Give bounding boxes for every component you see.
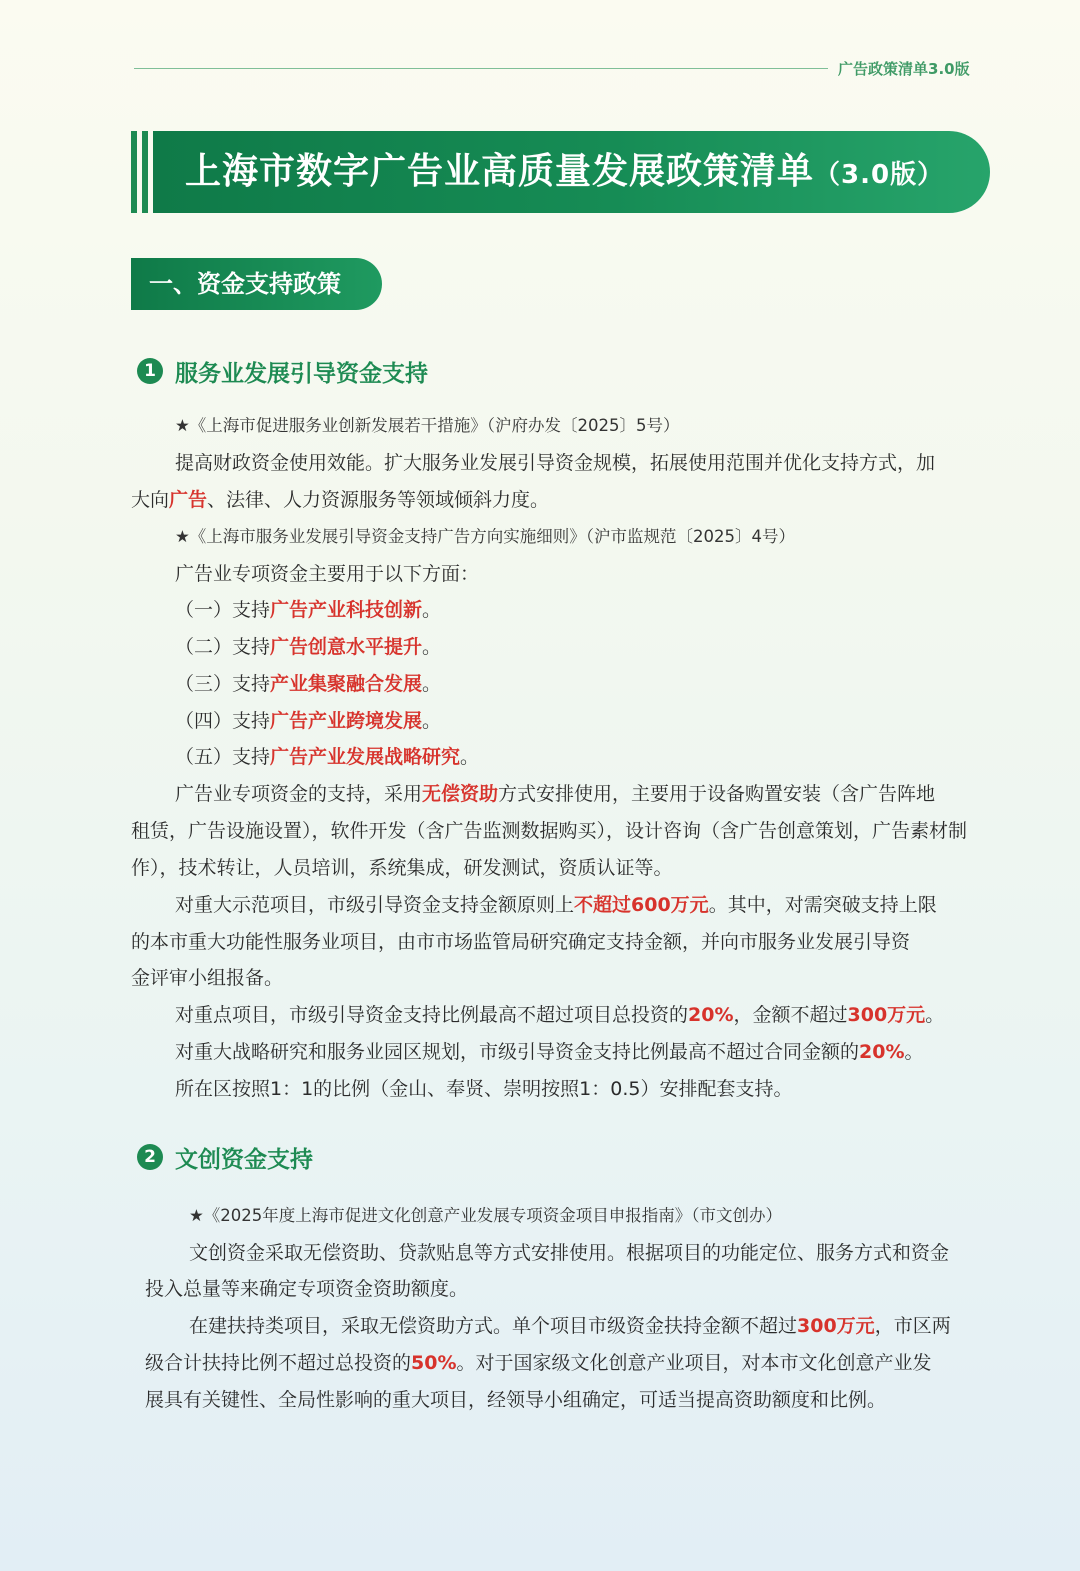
paragraph-line: 大向广告、法律、人力资源服务等领域倾斜力度。 — [131, 489, 550, 511]
number-badge: 1 — [137, 358, 163, 384]
policy-reference: ★《2025年度上海市促进文化创意产业发展专项资金项目申报指南》（市文创办） — [189, 1206, 783, 1225]
highlight-text: 广告 — [169, 489, 208, 511]
subsection-title: 服务业发展引导资金支持 — [175, 360, 428, 387]
list-item: （一）支持广告产业科技创新。 — [175, 599, 442, 621]
highlight-text: 50% — [411, 1352, 457, 1374]
paragraph-line: 作），技术转让，人员培训，系统集成，研发测试，资质认证等。 — [131, 857, 673, 879]
subsection-heading-1 — [137, 355, 428, 387]
paragraph-line: 金评审小组报备。 — [131, 967, 284, 989]
highlight-text: 300万元 — [797, 1315, 875, 1337]
paragraph-line: 广告业专项资金的支持，采用无偿资助方式安排使用，主要用于设备购置安装（含广告阵地 — [175, 783, 936, 805]
list-item: （三）支持产业集聚融合发展。 — [175, 673, 442, 695]
header-divider — [134, 68, 828, 69]
paragraph-line: 提高财政资金使用效能。扩大服务业发展引导资金规模，拓展使用范围并优化支持方式，加 — [175, 452, 936, 474]
page-title-version: （3.0版） — [814, 160, 945, 190]
highlight-text: 300万元 — [847, 1004, 926, 1026]
paragraph-line: 对重点项目，市级引导资金支持比例最高不超过项目总投资的20%，金额不超过300万元。 — [175, 1004, 945, 1026]
highlight-text: 20% — [859, 1041, 905, 1063]
paragraph-line: 租赁，广告设施设置），软件开发（含广告监测数据购买），设计咨询（含广告创意策划，广告素材制 — [131, 820, 968, 842]
paragraph-line: 对重大战略研究和服务业园区规划，市级引导资金支持比例最高不超过合同金额的20%。 — [175, 1041, 924, 1063]
title-stripe — [142, 131, 148, 213]
subsection-title: 文创资金支持 — [175, 1146, 313, 1173]
paragraph-line: 级合计扶持比例不超过总投资的50%。对于国家级文化创意产业项目，对本市文化创意产业发 — [145, 1352, 932, 1374]
paragraph-line: 广告业专项资金主要用于以下方面： — [175, 563, 480, 585]
highlight-text: 无偿资助 — [422, 783, 499, 805]
page-title-bar — [131, 131, 990, 213]
subsection-heading-2 — [137, 1141, 313, 1173]
section-heading-text: 一、资金支持政策 — [149, 270, 341, 298]
paragraph-line: 展具有关键性、全局性影响的重大项目，经领导小组确定，可适当提高资助额度和比例。 — [145, 1389, 887, 1411]
highlight-text: 产业集聚融合发展 — [270, 673, 423, 695]
list-item: （四）支持广告产业跨境发展。 — [175, 710, 442, 732]
section-heading — [131, 258, 382, 310]
title-stripe — [131, 131, 137, 213]
highlight-text: 广告产业科技创新 — [270, 599, 423, 621]
page-title — [185, 131, 944, 213]
highlight-text: 20% — [688, 1004, 734, 1026]
paragraph-line: 投入总量等来确定专项资金资助额度。 — [145, 1278, 469, 1300]
number-badge: 2 — [137, 1144, 163, 1170]
header-label: 广告政策清单3.0版 — [838, 60, 970, 78]
paragraph-line: 对重大示范项目，市级引导资金支持金额原则上不超过600万元。其中，对需突破支持上限 — [175, 894, 937, 916]
paragraph-line: 在建扶持类项目，采取无偿资助方式。单个项目市级资金扶持金额不超过300万元，市区两 — [189, 1315, 951, 1337]
highlight-text: 广告产业跨境发展 — [270, 710, 423, 732]
page-title-text: 上海市数字广告业高质量发展政策清单 — [185, 151, 815, 192]
paragraph-line: 文创资金采取无偿资助、贷款贴息等方式安排使用。根据项目的功能定位、服务方式和资金 — [189, 1242, 950, 1264]
list-item: （五）支持广告产业发展战略研究。 — [175, 746, 480, 768]
highlight-text: 广告创意水平提升 — [270, 636, 423, 658]
policy-reference: ★《上海市促进服务业创新发展若干措施》（沪府办发〔2025〕5号） — [175, 416, 680, 435]
paragraph-line: 的本市重大功能性服务业项目，由市市场监管局研究确定支持金额，并向市服务业发展引导资 — [131, 931, 911, 953]
list-item: （二）支持广告创意水平提升。 — [175, 636, 442, 658]
title-banner — [153, 131, 990, 213]
highlight-text: 广告产业发展战略研究 — [270, 746, 461, 768]
highlight-text: 不超过600万元 — [574, 894, 709, 916]
paragraph-line: 所在区按照1：1的比例（金山、奉贤、崇明按照1：0.5）安排配套支持。 — [175, 1078, 793, 1100]
policy-reference: ★《上海市服务业发展引导资金支持广告方向实施细则》（沪市监规范〔2025〕4号） — [175, 527, 796, 546]
